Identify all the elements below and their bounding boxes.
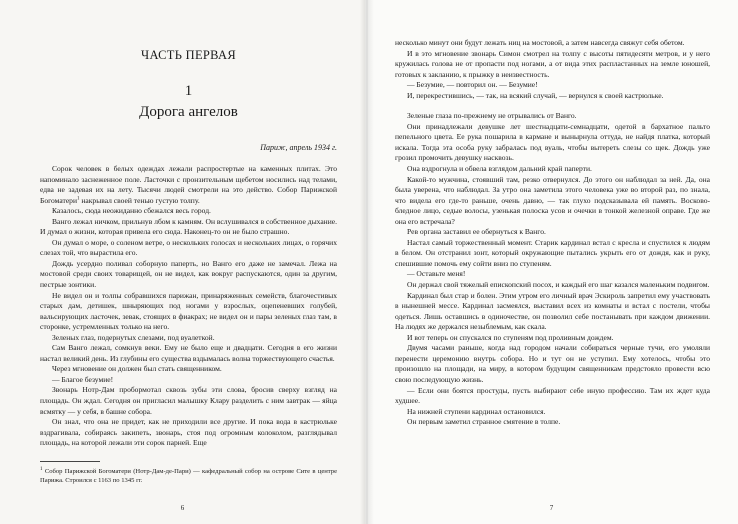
paragraph: Через мгновение он должен был стать священником. bbox=[52, 364, 222, 374]
page-number-left: 6 bbox=[180, 504, 185, 512]
paragraph: — Благое безумие! bbox=[52, 374, 114, 384]
paragraph: Зеленые глаза по-прежнему не отрывались от Ванго. bbox=[407, 111, 577, 121]
paragraph: Они принадлежали девушке лет шестнадцати-семнадцати, одетой в бархатное пальто пепельного цвета. Ее рука пошарила в кармане и вынырнула оттуда, не найдя платка, который искала. Тогда эта особа руку забралась под вуаль, чтобы вытереть слезы со щек. Дождь уже грозил промочить девушку насквозь. bbox=[395, 121, 710, 163]
paragraph: Дождь усердно поливал соборную паперть, но Ванго его даже не замечал. Лежа на мостовой среди своих товарищей, он не видел, как вокруг распускаются, один за другим, пестрые зонтики. bbox=[40, 258, 337, 290]
left-page bbox=[0, 0, 365, 524]
paragraph: Зеленых глаз, подернутых слезами, под вуалеткой. bbox=[52, 332, 215, 342]
paragraph: Двумя часами раньше, когда над городом начали собираться черные тучи, его умоляли перенести церемонию внутрь собора. Но и тут он не уступил. Ему хотелось, чтобы это произошло на площади, на миру, в котором будущим священникам предстояло провести всю свою последующую жизнь. bbox=[395, 343, 710, 384]
page-number-right: 7 bbox=[549, 504, 554, 512]
paragraph: Казалось, сюда неожиданно сбежался весь город. bbox=[52, 206, 211, 216]
paragraph: Он держал свой тяжелый епископский посох, и каждый его шаг казался маленьким подвигом. bbox=[407, 280, 710, 290]
paragraph: Настал самый торжественный момент. Старик кардинал встал с кресла и спустился к людям в белом. Он отстранил зонт, который окружающие пытались укрыть его от дождя, как и руку, спешившие помочь ему сойти вниз по ступеням. bbox=[395, 237, 710, 268]
paragraph: Он знал, что она не придет, как не приходили все другие. И пока вода в кастрюльке вздрагивала, собираясь закипеть, звонарь, стоя под огромным колоколом, разглядывал площадь, на которой лежали эти сорок парней. Еще bbox=[40, 417, 337, 448]
footnote bbox=[40, 467, 337, 485]
paragraph: — Если они боятся простуды, пусть выбирают себе иную профессию. Там их ждет куда худшее. bbox=[395, 385, 710, 406]
paragraph: И, перекрестившись, — так, на всякий случай, — вернулся к своей кастрюльке. bbox=[407, 90, 664, 100]
paragraph: — Оставьте меня! bbox=[407, 269, 466, 279]
paragraph: несколько минут они будут лежать ниц на мостовой, а затем навсегда свяжут себя обетом. bbox=[395, 38, 685, 47]
right-page bbox=[365, 0, 738, 524]
footnote-marker: 1 bbox=[40, 466, 43, 472]
paragraph: Какой-то мужчина, стоявший там, резко отвернулся. До этого он наблюдал за ней. Да, она была уверена, что наблюдал. За утро она заметила этого человека уже во второй раз, по знала, что видела его где-то раньше, очень давно, — так глухо подсказывала ей память. Восково-бледное лицо, седые волосы, узенькая полоска усов и очечки в тонкой железной оправе. Где же она его встречала? bbox=[395, 174, 710, 226]
epigraph-place-date: Париж, апрель 1934 г. bbox=[260, 143, 337, 152]
chapter-number: 1 bbox=[184, 83, 193, 99]
paragraph: Ванго лежал ничком, прильнув лбом к камням. Он вслушивался в собственное дыхание. И думал о жизни, которая привела его сюда. Наконец-то он не было страшно. bbox=[40, 216, 337, 237]
part-title: ЧАСТЬ ПЕРВАЯ bbox=[141, 48, 236, 62]
left-body-text bbox=[40, 164, 337, 449]
paragraph: И в это мгновение звонарь Симон смотрел на толпу с высоты пятидесяти метров, и у него кружилась голова не от пропасти под ногами, а от вида этих распластанных на земле юношей, готовых к закланию, к прыжку в неизвестность. bbox=[395, 48, 710, 79]
paragraph bbox=[40, 164, 337, 206]
paragraph: Она вздрогнула и обвела взглядом дальний край паперти. bbox=[407, 164, 592, 174]
footnote-divider bbox=[40, 461, 100, 462]
paragraph-text-tail: накрывал своей тенью густую толпу. bbox=[79, 195, 200, 205]
chapter-title: Дорога ангелов bbox=[139, 104, 238, 120]
paragraph: Он думал о море, о соленом ветре, о нескольких голосах и нескольких лицах, о горячих слезах той, что вырастила его. bbox=[40, 237, 337, 258]
footnote-ref: 1 bbox=[76, 196, 80, 202]
paragraph: И вот теперь он спускался по ступеням под проливным дождем. bbox=[407, 332, 614, 342]
footnote-text: Собор Парижской Богоматери (Нотр-Дам-де-Пари) — кафедральный собор на острове Сите в центре Парижа. Строился с 1163 по 1345 гг. bbox=[40, 467, 337, 484]
paragraph: Кардинал был стар и болен. Этим утром его личный врач Эскироль запретил ему участвовать в нынешней мессе. Кардинал засмеялся, выставил всех из комнаты и встал с постели, чтобы одеться. Лишь оставшись в одиночестве, он позволил себе постанывать при каждом движении. На людях же держался незыблемым, как скала. bbox=[395, 290, 710, 332]
paragraph: Не видел он и толпы собравшихся парижан, принаряженных семейств, благочестивых старых дам, детишек, шныряющих под ногами у взрослых, оцепеневших голубей, вальсирующих ласточек, зевак, стоящих в фиакрах; не видел он и пары зеленых глаз там, в сторонке, устремленных только на него. bbox=[40, 290, 337, 332]
paragraph: Звонарь Нотр-Дам пробормотал сквозь зубы эти слова, бросив сверху взгляд на площадь. Он ждал. Сегодня он пригласил малышку Клару разделить с ним завтрак — яйца всмятку — у себя, в башне собора. bbox=[40, 385, 337, 416]
paragraph-text: Сорок человек в белых одеждах лежали распростертые на каменных плитах. Это напоминало заснеженное поле. Ласточки с пронзительным щебетом носились над телами, едва не задевая их на лету. Тысячи людей смотрели на это действо. Собор Парижской Богоматери bbox=[40, 164, 337, 205]
paragraph: Сам Ванго лежал, сомкнув веки. Ему не было еще и двадцати. Сегодня в его жизни настал великий день. Из глубины его существа вздымалась волна торжествующего счастья. bbox=[40, 343, 337, 363]
right-body-text bbox=[395, 38, 710, 428]
paragraph: Он первым заметил странное смятение в толпе. bbox=[407, 417, 561, 427]
paragraph: — Безумие, — повторил он. — Безумие! bbox=[407, 80, 538, 90]
paragraph: На нижней ступени кардинал остановился. bbox=[407, 406, 546, 416]
paragraph: Рев органа заставил ее обернуться к Ванго. bbox=[407, 227, 546, 237]
